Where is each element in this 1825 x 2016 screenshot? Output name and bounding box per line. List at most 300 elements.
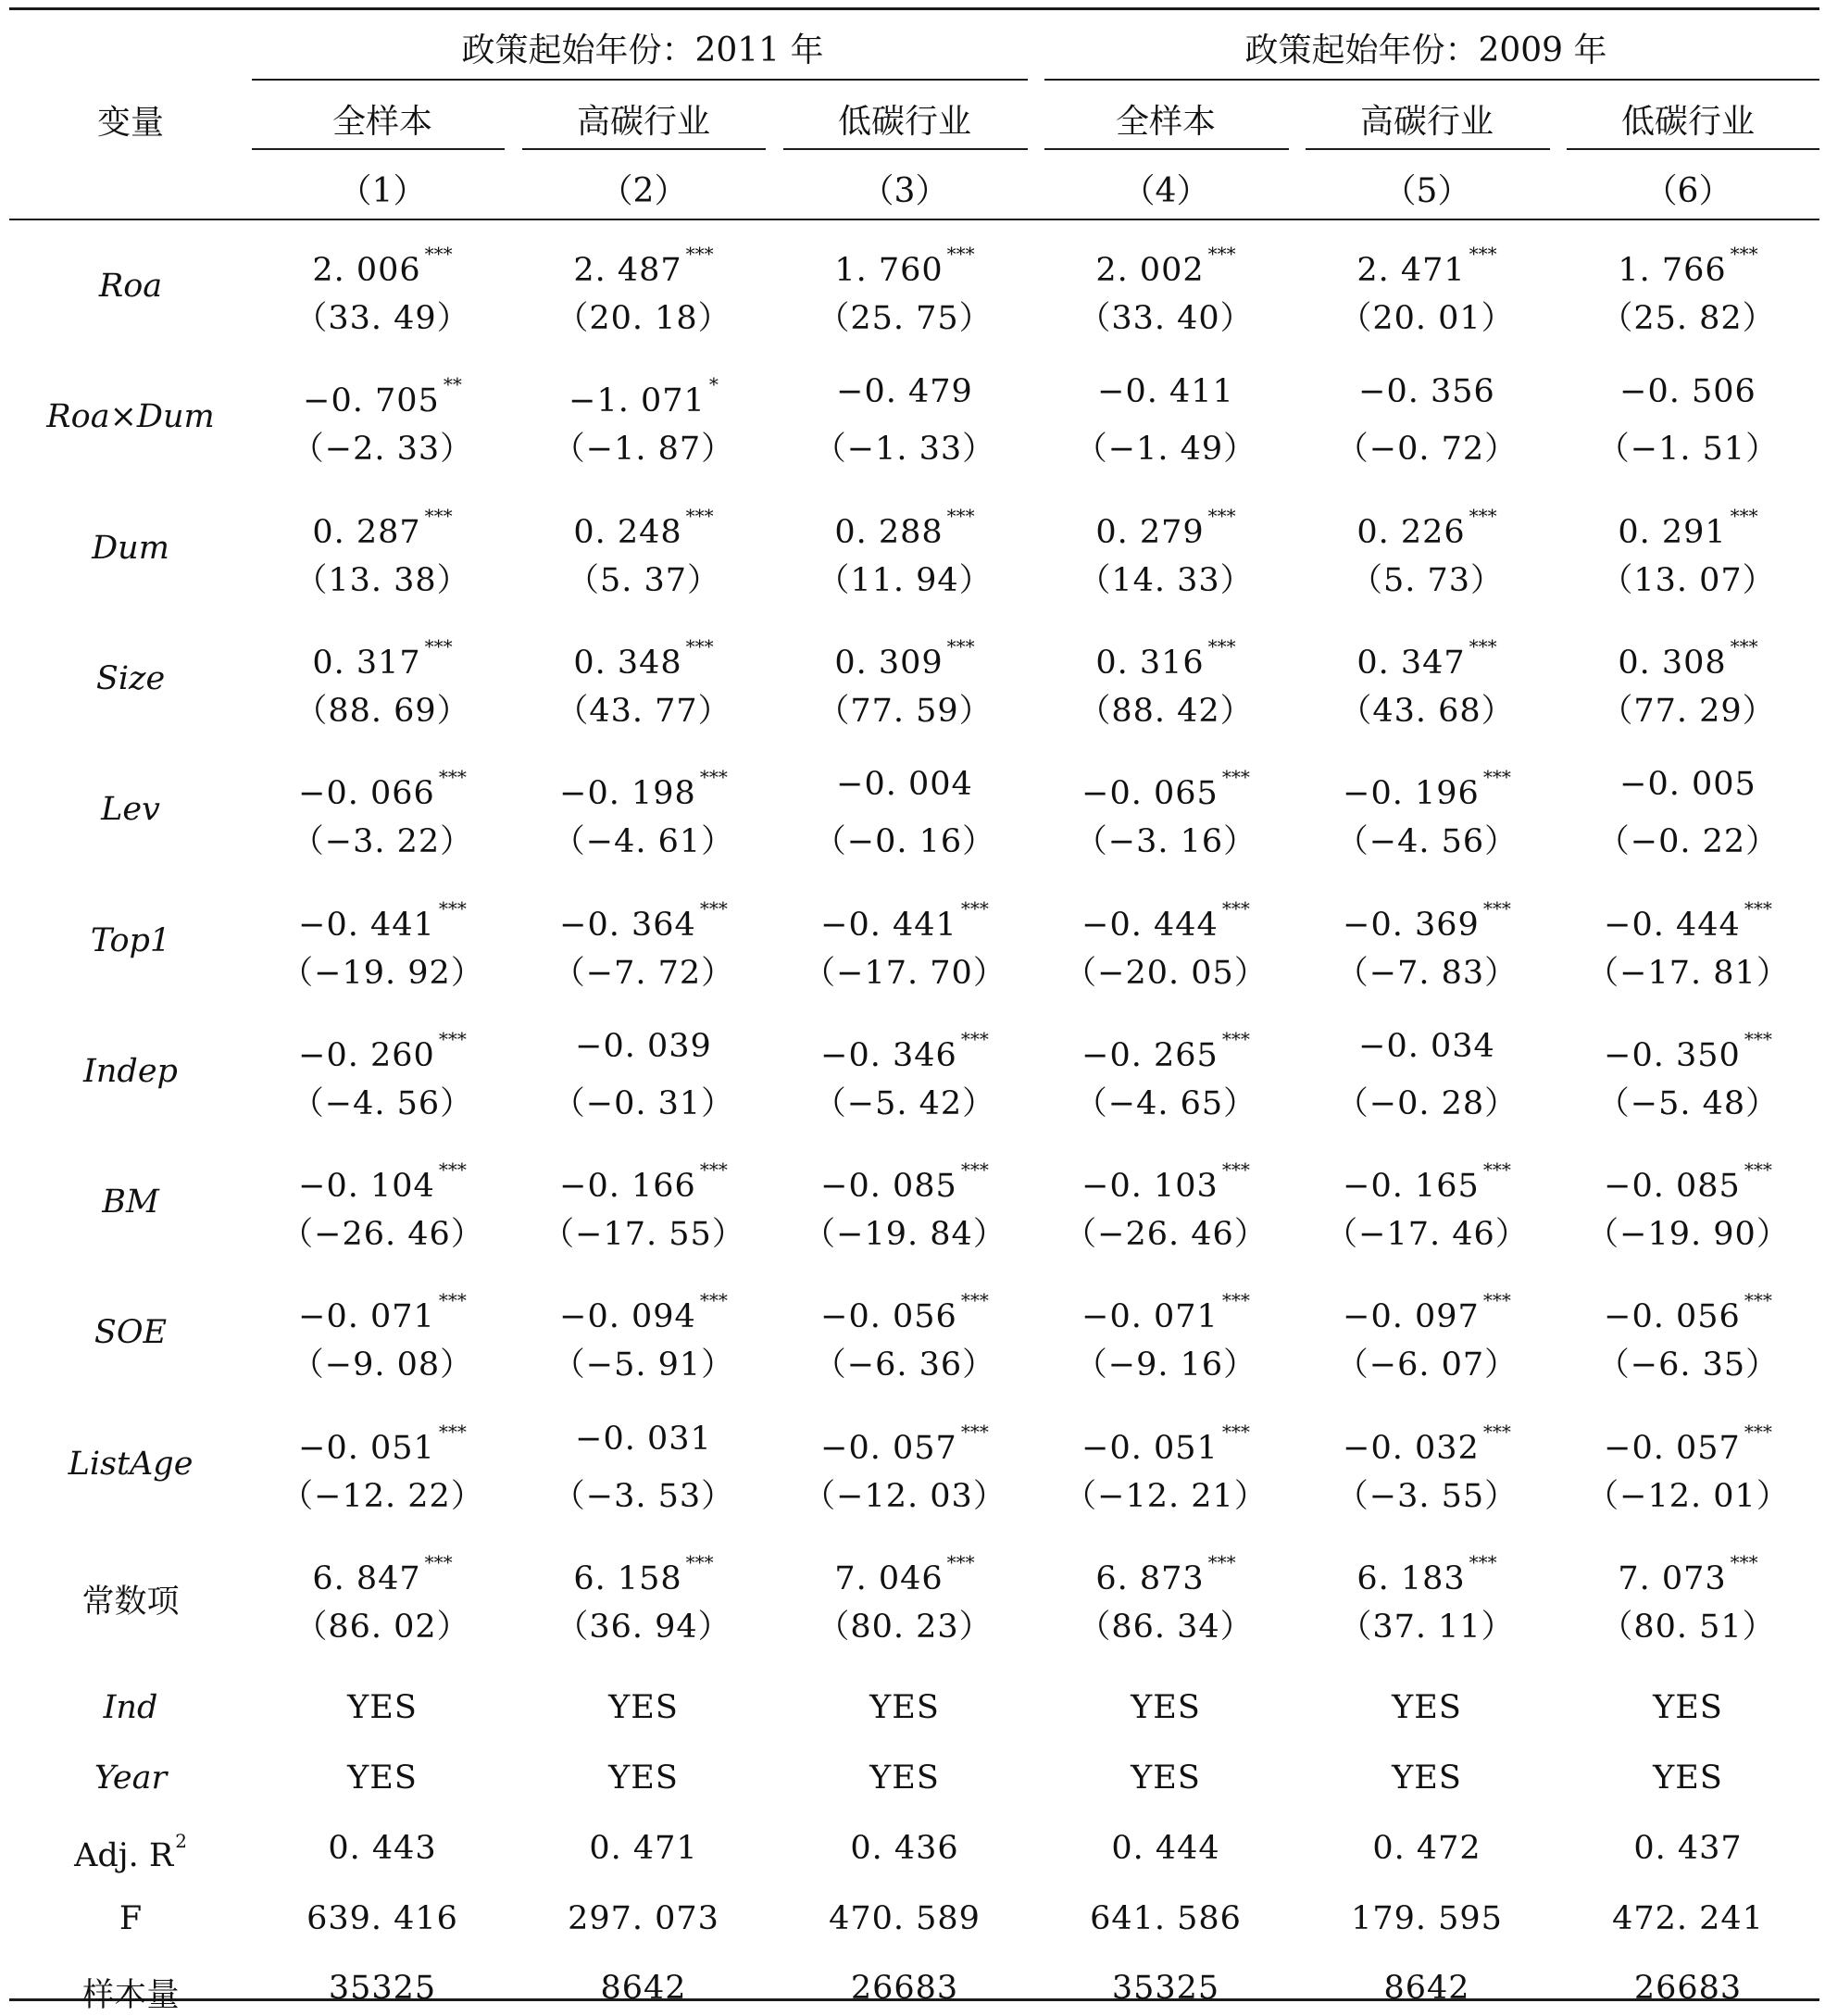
statistic-name: [119, 1900, 142, 1937]
t-statistic: （−6. 35）: [1596, 1346, 1780, 1384]
t-statistic: （86. 34）: [1078, 1609, 1254, 1646]
significance-stars: ***: [1744, 1027, 1772, 1050]
statistic-value: 0. 436: [850, 1830, 959, 1867]
significance-stars: ***: [1221, 766, 1250, 789]
top-rule: [9, 7, 1819, 10]
coefficient-cell: [298, 1289, 467, 1335]
statistic-value: YES: [869, 1759, 940, 1797]
coefficient-cell: [298, 897, 467, 944]
column-number: （1）: [338, 172, 427, 210]
coefficient-cell: [836, 766, 973, 803]
significance-stars: ***: [1207, 1551, 1236, 1573]
coefficient-cell: [312, 1551, 452, 1597]
group-2009-underline: [1044, 79, 1819, 81]
coefficient-cell: [1358, 1028, 1495, 1065]
t-statistic: （−17. 81）: [1586, 954, 1790, 992]
coefficient-value: −0. 057: [820, 1429, 957, 1467]
significance-stars: ***: [1744, 1158, 1772, 1182]
coefficient-value: −0. 056: [1604, 1298, 1741, 1336]
significance-stars: ***: [685, 1551, 714, 1573]
subgroup-header: 低碳行业: [837, 103, 972, 141]
coefficient-value: 6. 847: [312, 1560, 421, 1597]
t-statistic: （−17. 46）: [1325, 1216, 1529, 1254]
coefficient-value: −0. 066: [298, 775, 435, 813]
t-statistic: （13. 07）: [1600, 561, 1776, 599]
significance-stars: ***: [1469, 504, 1497, 527]
t-statistic: （88. 69）: [294, 692, 470, 730]
coefficient-cell: [298, 1028, 467, 1074]
significance-stars: ***: [1469, 634, 1497, 657]
statistic-label: 样本量: [81, 1977, 180, 2014]
statistic-value: 179. 595: [1351, 1900, 1503, 1937]
coefficient-value: 1. 766: [1618, 252, 1727, 289]
t-statistic: （−9. 08）: [291, 1346, 474, 1384]
t-statistic: （14. 33）: [1078, 561, 1254, 599]
statistic-value: 35325: [328, 1970, 437, 2007]
significance-stars: ***: [438, 1289, 467, 1312]
subgroup-header: 低碳行业: [1620, 103, 1756, 141]
statistic-value: 641. 586: [1090, 1900, 1242, 1937]
t-statistic: （5. 73）: [1349, 561, 1505, 599]
coefficient-cell: [559, 766, 728, 812]
coefficient-cell: [1358, 373, 1495, 410]
significance-stars: ***: [946, 1551, 975, 1573]
coefficient-cell: [820, 1289, 989, 1335]
statistic-name: [104, 1689, 158, 1726]
t-statistic: （−3. 55）: [1335, 1477, 1519, 1515]
coefficient-value: −0. 051: [1081, 1429, 1219, 1467]
t-statistic: （−19. 92）: [281, 954, 484, 992]
statistic-label: Year: [94, 1759, 168, 1797]
coefficient-cell: [312, 505, 452, 551]
significance-stars: ***: [946, 634, 975, 657]
subgroup-underline-4: [1044, 148, 1289, 150]
coefficient-value: −0. 056: [820, 1298, 957, 1336]
t-statistic: （−0. 28）: [1335, 1084, 1519, 1122]
column-number: （4）: [1121, 172, 1210, 210]
coefficient-value: 0. 347: [1356, 644, 1466, 682]
coefficient-value: −0. 004: [836, 766, 973, 804]
statistic-value: YES: [1131, 1689, 1201, 1726]
coefficient-value: 6. 873: [1095, 1560, 1205, 1597]
coefficient-cell: [834, 505, 974, 551]
coefficient-value: −0. 005: [1619, 766, 1756, 804]
significance-stars: ***: [424, 504, 453, 527]
t-statistic: （43. 68）: [1339, 692, 1515, 730]
statistic-label: Ind: [103, 1689, 158, 1726]
t-statistic: （−12. 22）: [281, 1477, 484, 1515]
coefficient-value: 0. 308: [1618, 644, 1727, 682]
coefficient-cell: [1618, 505, 1757, 551]
significance-stars: ***: [1221, 896, 1250, 920]
t-statistic: （−0. 16）: [813, 823, 996, 861]
significance-stars: ***: [699, 896, 728, 920]
t-statistic: （−1. 33）: [813, 431, 996, 469]
coefficient-value: −0. 165: [1343, 1168, 1480, 1206]
coefficient-value: −0. 411: [1097, 373, 1234, 411]
significance-stars: ***: [1221, 1420, 1250, 1443]
coefficient-cell: [834, 635, 974, 682]
t-statistic: （−5. 42）: [813, 1084, 996, 1122]
significance-stars: ***: [438, 1027, 467, 1050]
t-statistic: （−6. 07）: [1335, 1346, 1519, 1384]
column-number: （5）: [1382, 172, 1471, 210]
statistic-value: 0. 472: [1372, 1830, 1481, 1867]
significance-stars: ***: [1207, 504, 1236, 527]
coefficient-value: 0. 316: [1095, 644, 1205, 682]
coefficient-value: 2. 487: [573, 252, 682, 289]
t-statistic: （−4. 56）: [291, 1084, 474, 1122]
statistic-value: YES: [1131, 1759, 1201, 1797]
coefficient-cell: [1095, 1551, 1235, 1597]
t-statistic: （−12. 03）: [803, 1477, 1006, 1515]
coefficient-value: −0. 085: [1604, 1168, 1741, 1206]
t-statistic: （−1. 87）: [552, 431, 735, 469]
coefficient-cell: [834, 1551, 974, 1597]
coefficient-value: −0. 356: [1358, 373, 1495, 411]
statistic-value: 472. 241: [1612, 1900, 1764, 1937]
t-statistic: （−3. 53）: [552, 1477, 735, 1515]
t-statistic: （−0. 31）: [552, 1084, 735, 1122]
coefficient-cell: [1081, 897, 1250, 944]
statistic-value: 639. 416: [306, 1900, 458, 1937]
coefficient-value: −0. 705: [303, 382, 440, 420]
coefficient-cell: [1618, 243, 1757, 289]
coefficient-cell: [573, 1551, 713, 1597]
coefficient-value: −0. 196: [1343, 775, 1480, 813]
t-statistic: （−4. 56）: [1335, 823, 1519, 861]
coefficient-value: −0. 051: [298, 1429, 435, 1467]
statistic-value: YES: [608, 1689, 679, 1726]
t-statistic: （−26. 46）: [281, 1216, 484, 1254]
variable-name: Dum: [92, 529, 169, 567]
superscript: 2: [175, 1830, 187, 1852]
t-statistic: （−26. 46）: [1064, 1216, 1268, 1254]
significance-stars: ***: [1221, 1027, 1250, 1050]
statistic-label: Adj. R: [74, 1837, 174, 1874]
coefficient-cell: [1343, 1421, 1511, 1467]
coefficient-cell: [312, 243, 452, 289]
t-statistic: （−12. 21）: [1064, 1477, 1268, 1515]
coefficient-value: −0. 104: [298, 1168, 435, 1206]
group-header-2009: 政策起始年份：2009 年: [1244, 31, 1607, 69]
subgroup-header: 高碳行业: [1359, 103, 1494, 141]
t-statistic: （86. 02）: [294, 1609, 470, 1646]
group-header-2011: 政策起始年份：2011 年: [461, 31, 824, 69]
significance-stars: ***: [960, 1158, 989, 1182]
coefficient-cell: [820, 1421, 989, 1467]
header-bottom-rule: [9, 219, 1819, 220]
coefficient-cell: [1604, 1028, 1772, 1074]
coefficient-cell: [573, 505, 713, 551]
t-statistic: （5. 37）: [566, 561, 721, 599]
significance-stars: ***: [1482, 1289, 1511, 1312]
t-statistic: （−5. 91）: [552, 1346, 735, 1384]
coefficient-value: −0. 265: [1081, 1036, 1219, 1074]
statistic-value: 0. 471: [589, 1830, 698, 1867]
statistic-value: 35325: [1111, 1970, 1220, 2007]
statistic-value: YES: [347, 1689, 418, 1726]
significance-stars: ***: [1482, 1420, 1511, 1443]
coefficient-value: −0. 071: [298, 1298, 435, 1336]
coefficient-value: −0. 441: [820, 906, 957, 944]
coefficient-value: 0. 248: [573, 513, 682, 551]
t-statistic: （−20. 05）: [1064, 954, 1268, 992]
statistic-value: YES: [869, 1689, 940, 1726]
coefficient-value: 0. 317: [312, 644, 421, 682]
statistic-value: YES: [1392, 1689, 1462, 1726]
column-number: （6）: [1644, 172, 1732, 210]
coefficient-cell: [559, 1289, 728, 1335]
t-statistic: （−17. 55）: [542, 1216, 745, 1254]
coefficient-cell: [575, 1421, 712, 1458]
t-statistic: （20. 01）: [1339, 300, 1515, 337]
coefficient-value: 7. 073: [1618, 1560, 1727, 1597]
coefficient-value: −0. 071: [1081, 1298, 1219, 1336]
coefficient-value: −0. 260: [298, 1036, 435, 1074]
significance-stars: ***: [699, 1289, 728, 1312]
significance-stars: ***: [1730, 634, 1758, 657]
coefficient-cell: [559, 1158, 728, 1205]
statistic-value: 0. 444: [1111, 1830, 1220, 1867]
coefficient-cell: [1095, 243, 1235, 289]
significance-stars: ***: [424, 243, 453, 265]
coefficient-value: −0. 097: [1343, 1298, 1480, 1336]
coefficient-cell: [1618, 635, 1757, 682]
significance-stars: *: [708, 373, 719, 396]
t-statistic: （77. 29）: [1600, 692, 1776, 730]
coefficient-value: 2. 006: [312, 252, 421, 289]
statistic-value: 0. 437: [1633, 1830, 1743, 1867]
coefficient-value: −0. 441: [298, 906, 435, 944]
t-statistic: （37. 11）: [1339, 1609, 1515, 1646]
subgroup-header: 全样本: [1115, 103, 1217, 141]
significance-stars: ***: [1207, 243, 1236, 265]
significance-stars: ***: [1744, 896, 1772, 920]
subgroup-underline-3: [783, 148, 1028, 150]
t-statistic: （−4. 61）: [552, 823, 735, 861]
significance-stars: ***: [1744, 1420, 1772, 1443]
statistic-value: YES: [1653, 1759, 1723, 1797]
t-statistic: （80. 51）: [1600, 1609, 1776, 1646]
coefficient-value: −0. 364: [559, 906, 696, 944]
significance-stars: ***: [685, 504, 714, 527]
t-statistic: （11. 94）: [817, 561, 993, 599]
coefficient-value: −0. 031: [575, 1420, 712, 1458]
statistic-value: YES: [608, 1759, 679, 1797]
significance-stars: ***: [1469, 1551, 1497, 1573]
coefficient-cell: [1343, 1289, 1511, 1335]
coefficient-cell: [1343, 897, 1511, 944]
coefficient-cell: [573, 635, 713, 682]
t-statistic: （77. 59）: [817, 692, 993, 730]
coefficient-cell: [1604, 897, 1772, 944]
coefficient-cell: [312, 635, 452, 682]
coefficient-cell: [1081, 1158, 1250, 1205]
significance-stars: ***: [685, 634, 714, 657]
significance-stars: ***: [960, 896, 989, 920]
significance-stars: ***: [1730, 504, 1758, 527]
variable-name: Lev: [101, 791, 160, 829]
subgroup-header: 全样本: [331, 103, 433, 141]
significance-stars: ***: [424, 634, 453, 657]
t-statistic: （−1. 51）: [1596, 431, 1780, 469]
significance-stars: ***: [960, 1027, 989, 1050]
statistic-value: YES: [1653, 1689, 1723, 1726]
coefficient-cell: [303, 373, 462, 419]
significance-stars: ***: [1730, 243, 1758, 265]
statistic-value: 470. 589: [829, 1900, 981, 1937]
coefficient-cell: [1081, 1028, 1250, 1074]
statistic-value: 8642: [1383, 1970, 1470, 2007]
variable-name: Roa: [98, 268, 163, 305]
subgroup-underline-5: [1306, 148, 1550, 150]
coefficient-cell: [1081, 766, 1250, 812]
variable-name: Indep: [83, 1052, 178, 1090]
coefficient-cell: [1081, 1289, 1250, 1335]
t-statistic: （13. 38）: [294, 561, 470, 599]
statistic-name: [74, 1830, 187, 1874]
coefficient-cell: [575, 1028, 712, 1065]
coefficient-value: −0. 057: [1604, 1429, 1741, 1467]
coefficient-value: −0. 346: [820, 1036, 957, 1074]
coefficient-value: −0. 479: [836, 373, 973, 411]
coefficient-value: 0. 291: [1618, 513, 1727, 551]
significance-stars: ***: [1469, 243, 1497, 265]
column-number: （2）: [599, 172, 688, 210]
significance-stars: ***: [1482, 896, 1511, 920]
variable-name: SOE: [94, 1314, 168, 1352]
coefficient-value: −0. 444: [1081, 906, 1219, 944]
coefficient-cell: [1356, 635, 1496, 682]
t-statistic: （−12. 01）: [1586, 1477, 1790, 1515]
coefficient-cell: [569, 373, 719, 419]
subgroup-underline-6: [1567, 148, 1819, 150]
statistic-name: [81, 1970, 179, 2016]
coefficient-cell: [1356, 243, 1496, 289]
t-statistic: （−4. 65）: [1074, 1084, 1257, 1122]
coefficient-value: 6. 158: [573, 1560, 682, 1597]
statistic-name: [94, 1759, 167, 1797]
significance-stars: ***: [1482, 1158, 1511, 1182]
significance-stars: ***: [960, 1289, 989, 1312]
coefficient-cell: [1356, 1551, 1496, 1597]
statistic-value: 26683: [1633, 1970, 1743, 2007]
t-statistic: （−3. 22）: [291, 823, 474, 861]
significance-stars: ***: [946, 243, 975, 265]
coefficient-cell: [1343, 766, 1511, 812]
coefficient-cell: [1095, 635, 1235, 682]
coefficient-value: 2. 471: [1356, 252, 1466, 289]
coefficient-value: −0. 506: [1619, 373, 1756, 411]
t-statistic: （25. 82）: [1600, 300, 1776, 337]
statistic-value: 0. 443: [328, 1830, 437, 1867]
coefficient-cell: [298, 1158, 467, 1205]
t-statistic: （33. 40）: [1078, 300, 1254, 337]
coefficient-cell: [836, 373, 973, 410]
t-statistic: （36. 94）: [556, 1609, 731, 1646]
statistic-value: 297. 073: [568, 1900, 719, 1937]
t-statistic: （−2. 33）: [291, 431, 474, 469]
coefficient-value: −0. 350: [1604, 1036, 1741, 1074]
significance-stars: **: [443, 373, 462, 396]
coefficient-value: 7. 046: [834, 1560, 944, 1597]
t-statistic: （88. 42）: [1078, 692, 1254, 730]
significance-stars: ***: [438, 896, 467, 920]
t-statistic: （−5. 48）: [1596, 1084, 1780, 1122]
t-statistic: （−7. 83）: [1335, 954, 1519, 992]
t-statistic: （−19. 90）: [1586, 1216, 1790, 1254]
significance-stars: ***: [960, 1420, 989, 1443]
significance-stars: ***: [685, 243, 714, 265]
coefficient-value: 0. 226: [1356, 513, 1466, 551]
significance-stars: ***: [438, 766, 467, 789]
coefficient-cell: [1604, 1158, 1772, 1205]
t-statistic: （43. 77）: [556, 692, 731, 730]
t-statistic: （−6. 36）: [813, 1346, 996, 1384]
coefficient-value: 0. 279: [1095, 513, 1205, 551]
significance-stars: ***: [1482, 766, 1511, 789]
significance-stars: ***: [699, 1158, 728, 1182]
coefficient-cell: [1095, 505, 1235, 551]
coefficient-value: −0. 039: [575, 1027, 712, 1065]
coefficient-value: −0. 034: [1358, 1027, 1495, 1065]
statistic-value: 26683: [850, 1970, 959, 2007]
coefficient-cell: [820, 897, 989, 944]
t-statistic: （−9. 16）: [1074, 1346, 1257, 1384]
coefficient-cell: [1619, 373, 1756, 410]
coefficient-cell: [1604, 1289, 1772, 1335]
t-statistic: （−3. 16）: [1074, 823, 1257, 861]
coefficient-cell: [1097, 373, 1234, 410]
variable-name: Top1: [90, 921, 171, 959]
significance-stars: ***: [699, 766, 728, 789]
t-statistic: （80. 23）: [817, 1609, 993, 1646]
column-number: （3）: [860, 172, 949, 210]
coefficient-cell: [573, 243, 713, 289]
coefficient-cell: [1343, 1158, 1511, 1205]
variable-name: ListAge: [68, 1445, 194, 1483]
coefficient-value: 1. 760: [834, 252, 944, 289]
variable-name: Roa×Dum: [46, 398, 215, 436]
coefficient-cell: [559, 897, 728, 944]
coefficient-value: −0. 198: [559, 775, 696, 813]
statistic-value: 8642: [600, 1970, 687, 2007]
significance-stars: ***: [1744, 1289, 1772, 1312]
t-statistic: （−1. 49）: [1074, 431, 1257, 469]
significance-stars: ***: [1730, 1551, 1758, 1573]
t-statistic: （−17. 70）: [803, 954, 1006, 992]
variable-name: Size: [95, 659, 166, 697]
coefficient-value: 2. 002: [1095, 252, 1205, 289]
coefficient-cell: [298, 1421, 467, 1467]
statistic-label: F: [119, 1900, 143, 1937]
subgroup-underline-2: [522, 148, 766, 150]
significance-stars: ***: [438, 1420, 467, 1443]
group-2011-underline: [252, 79, 1028, 81]
t-statistic: （33. 49）: [294, 300, 470, 337]
coefficient-value: 0. 309: [834, 644, 944, 682]
coefficient-cell: [834, 243, 974, 289]
coefficient-cell: [1081, 1421, 1250, 1467]
coefficient-cell: [1619, 766, 1756, 803]
t-statistic: （20. 18）: [556, 300, 731, 337]
subgroup-header: 高碳行业: [576, 103, 711, 141]
coefficient-value: −1. 071: [569, 382, 706, 420]
t-statistic: （−7. 72）: [552, 954, 735, 992]
significance-stars: ***: [424, 1551, 453, 1573]
significance-stars: ***: [1221, 1158, 1250, 1182]
